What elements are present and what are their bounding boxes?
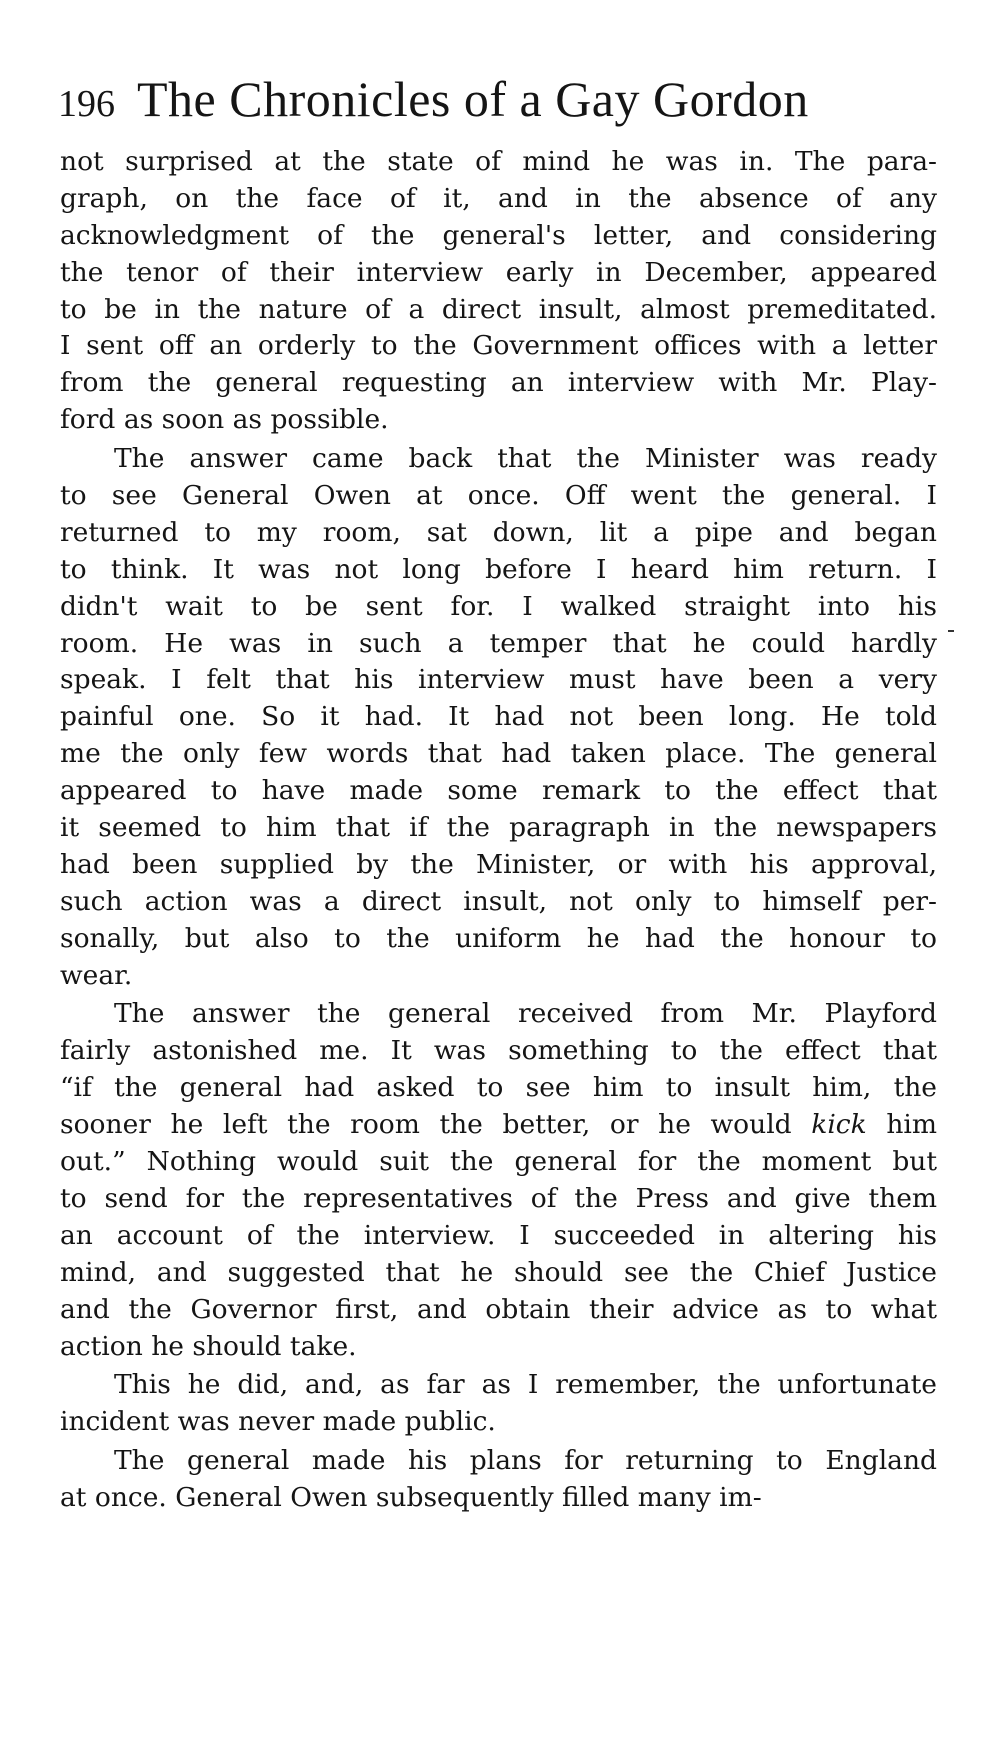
text-line: wear. (60, 959, 133, 991)
text-line: it seemed to him that if the paragraph in the newspapers (60, 812, 937, 844)
text-line: appeared to have made some remark to the effect that (60, 775, 937, 807)
text-line: The answer the general received from Mr. Playford (114, 998, 937, 1030)
paragraph (60, 996, 937, 1365)
text-line: sonally, but also to the uniform he had the honour to (60, 922, 937, 954)
text-line: to see General Owen at once. Off went the general. I (60, 480, 937, 512)
text-line: at once. General Owen subsequently filled many im- (60, 1482, 762, 1514)
text-line: fairly astonished me. It was something to the effect that (60, 1035, 937, 1067)
paragraph (60, 144, 937, 439)
text-line: incident was never made public. (60, 1406, 496, 1438)
running-head (58, 70, 938, 140)
text-line: The general made his plans for returning to England (114, 1445, 937, 1477)
text-line: out.” Nothing would suit the general for the moment but (60, 1146, 937, 1178)
text-line: ford as soon as possible. (60, 404, 389, 436)
paragraph (60, 441, 937, 994)
text-line: from the general requesting an interview with Mr. Play- (60, 367, 937, 399)
text-line: This he did, and, as far as I remember, the unfortunate (114, 1369, 937, 1401)
text-line: painful one. So it had. It had not been long. He told (60, 701, 937, 733)
text-line: and the Governor first, and obtain their advice as to what (60, 1293, 937, 1325)
text-line: sooner he left the room the better, or he would kick him (60, 1109, 937, 1141)
paragraph (60, 1367, 937, 1441)
page-number: 196 (58, 83, 115, 125)
text-line: not surprised at the state of mind he was in. The para- (60, 146, 937, 177)
text-line: returned to my room, sat down, lit a pipe and began (60, 516, 937, 548)
text-line: I sent off an orderly to the Government offices with a letter (60, 330, 937, 362)
text-line: speak. I felt that his interview must have been a very (60, 664, 937, 696)
text-line: room. He was in such a temper that he could hardly (60, 627, 937, 659)
text-line: action he should take. (60, 1330, 357, 1362)
text-line: to send for the representatives of the Press and give them (60, 1182, 937, 1214)
emphasis-word: kick (811, 1109, 867, 1141)
text-line: “if the general had asked to see him to insult him, the (60, 1072, 937, 1104)
text-line: acknowledgment of the general's letter, and considering (60, 219, 937, 251)
text-line: had been supplied by the Minister, or with his approval, (60, 848, 937, 880)
text-line: me the only few words that had taken place. The general (60, 738, 937, 770)
text-line: to think. It was not long before I heard him return. I (60, 553, 937, 585)
text-line: the tenor of their interview early in December, appeared (60, 256, 937, 288)
text-line: graph, on the face of it, and in the absence of any (60, 182, 937, 214)
margin-mark (948, 630, 954, 632)
body-text (60, 144, 937, 1519)
paragraph (60, 1443, 937, 1517)
text-line: didn't wait to be sent for. I walked straight into his (60, 590, 937, 622)
book-title: The Chronicles of a Gay Gordon (137, 71, 809, 127)
text-line: to be in the nature of a direct insult, almost premeditated. (60, 293, 937, 325)
text-line: such action was a direct insult, not only to himself per- (60, 885, 937, 917)
text-line: mind, and suggested that he should see the Chief Justice (60, 1256, 937, 1288)
text-line: The answer came back that the Minister was ready (114, 443, 937, 475)
text-line: an account of the interview. I succeeded in altering his (60, 1219, 937, 1251)
